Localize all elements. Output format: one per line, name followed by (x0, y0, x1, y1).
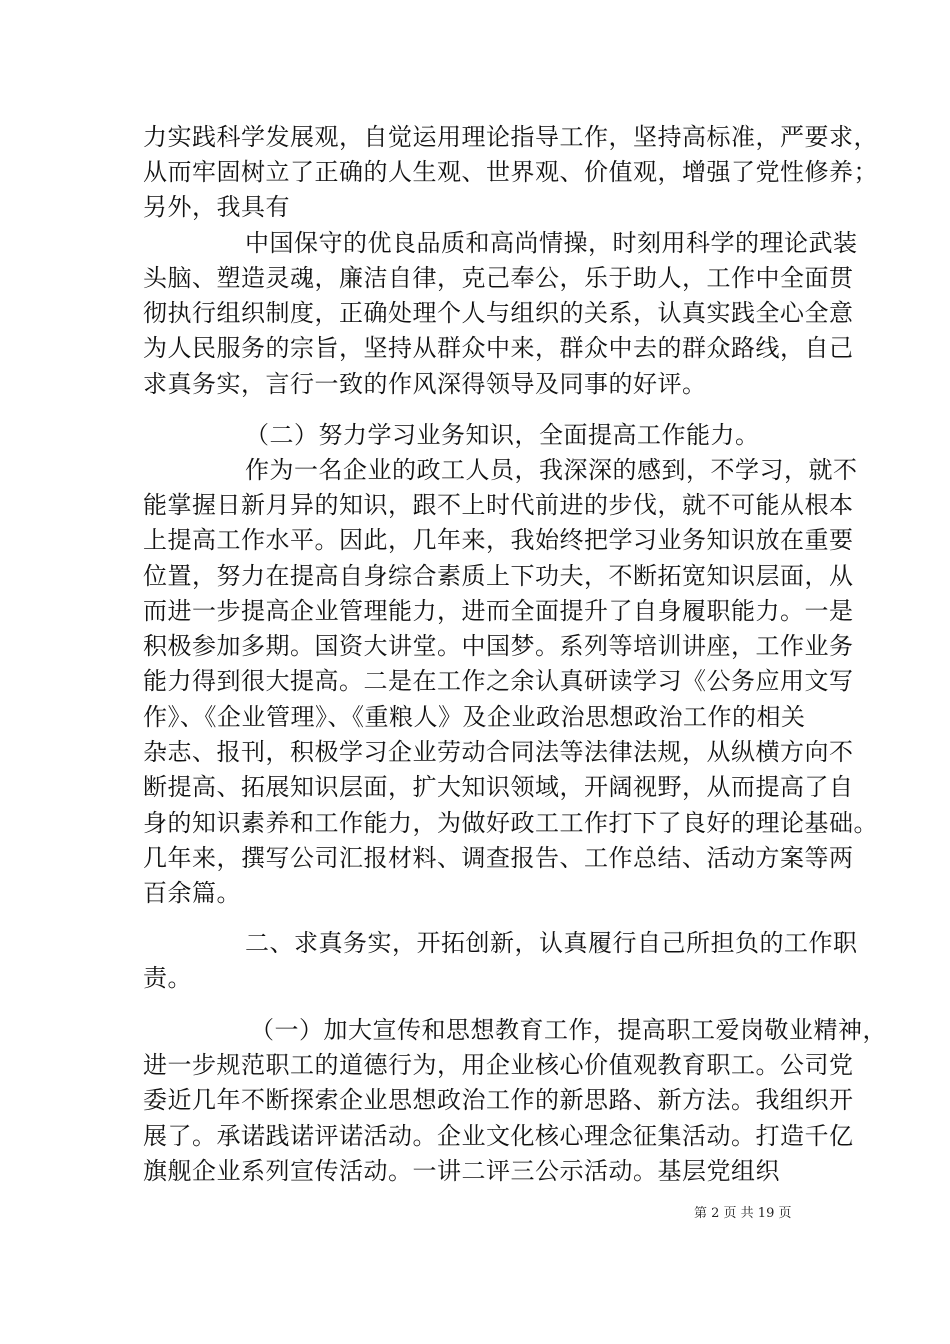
section-heading: （二）努力学习业务知识，全面提高工作能力。 (245, 421, 760, 449)
text-line: 旗舰企业系列宣传活动。一讲二评三公示活动。基层党组织 (143, 1157, 780, 1185)
text-line: 力实践科学发展观，自觉运用理论指导工作，坚持高标准，严要求， (143, 123, 878, 151)
text-line: 为人民服务的宗旨，坚持从群众中来，群众中去的群众路线，自己 (143, 334, 854, 362)
text-line: 能力得到很大提高。二是在工作之余认真研读学习《公务应用文写 (143, 667, 854, 695)
section-heading: 二、求真务实，开拓创新，认真履行自己所担负的工作职 (245, 929, 858, 957)
text-line: 身的知识素养和工作能力，为做好政工工作打下了良好的理论基础。 (143, 809, 878, 837)
text-line: 进一步规范职工的道德行为，用企业核心价值观教育职工。公司党 (143, 1051, 854, 1079)
text-line: 委近几年不断探索企业思想政治工作的新思路、新方法。我组织开 (143, 1086, 854, 1114)
text-line: 从而牢固树立了正确的人生观、世界观、价值观，增强了党性修养； (143, 158, 878, 186)
subsection-heading: （一）加大宣传和思想教育工作，提高职工爱岗敬业精神， (250, 1016, 887, 1044)
text-line: 百余篇。 (143, 879, 241, 907)
section-heading-continued: 责。 (143, 964, 192, 992)
text-line: 作》、《企业管理》、《重粮人》及企业政治思想政治工作的相关 (143, 703, 806, 731)
text-line: 积极参加多期。国资大讲堂。中国梦。系列等培训讲座，工作业务 (143, 632, 854, 660)
text-line: 杂志、报刊，积极学习企业劳动合同法等法律法规，从纵横方向不 (143, 738, 854, 766)
text-line: 能掌握日新月异的知识，跟不上时代前进的步伐，就不可能从根本 (143, 491, 854, 519)
text-line: 而进一步提高企业管理能力，进而全面提升了自身履职能力。一是 (143, 597, 854, 625)
text-line: 彻执行组织制度，正确处理个人与组织的关系，认真实践全心全意 (143, 299, 854, 327)
text-line: 作为一名企业的政工人员，我深深的感到，不学习，就不 (245, 456, 858, 484)
text-line: 位置，努力在提高自身综合素质上下功夫，不断拓宽知识层面，从 (143, 562, 854, 590)
text-line: 展了。承诺践诺评诺活动。企业文化核心理念征集活动。打造千亿 (143, 1122, 854, 1150)
text-line: 几年来，撰写公司汇报材料、调查报告、工作总结、活动方案等两 (143, 844, 854, 872)
text-line: 另外，我具有 (143, 193, 290, 221)
page-number-footer: 第 2 页 共 19 页 (694, 1206, 792, 1221)
text-line: 上提高工作水平。因此，几年来，我始终把学习业务知识放在重要 (143, 526, 854, 554)
text-line: 中国保守的优良品质和高尚情操，时刻用科学的理论武装 (245, 229, 858, 257)
text-line: 头脑、塑造灵魂，廉洁自律，克己奉公，乐于助人，工作中全面贯 (143, 264, 854, 292)
text-line: 断提高、拓展知识层面，扩大知识领域，开阔视野，从而提高了自 (143, 773, 854, 801)
text-line: 求真务实，言行一致的作风深得领导及同事的好评。 (143, 370, 707, 398)
